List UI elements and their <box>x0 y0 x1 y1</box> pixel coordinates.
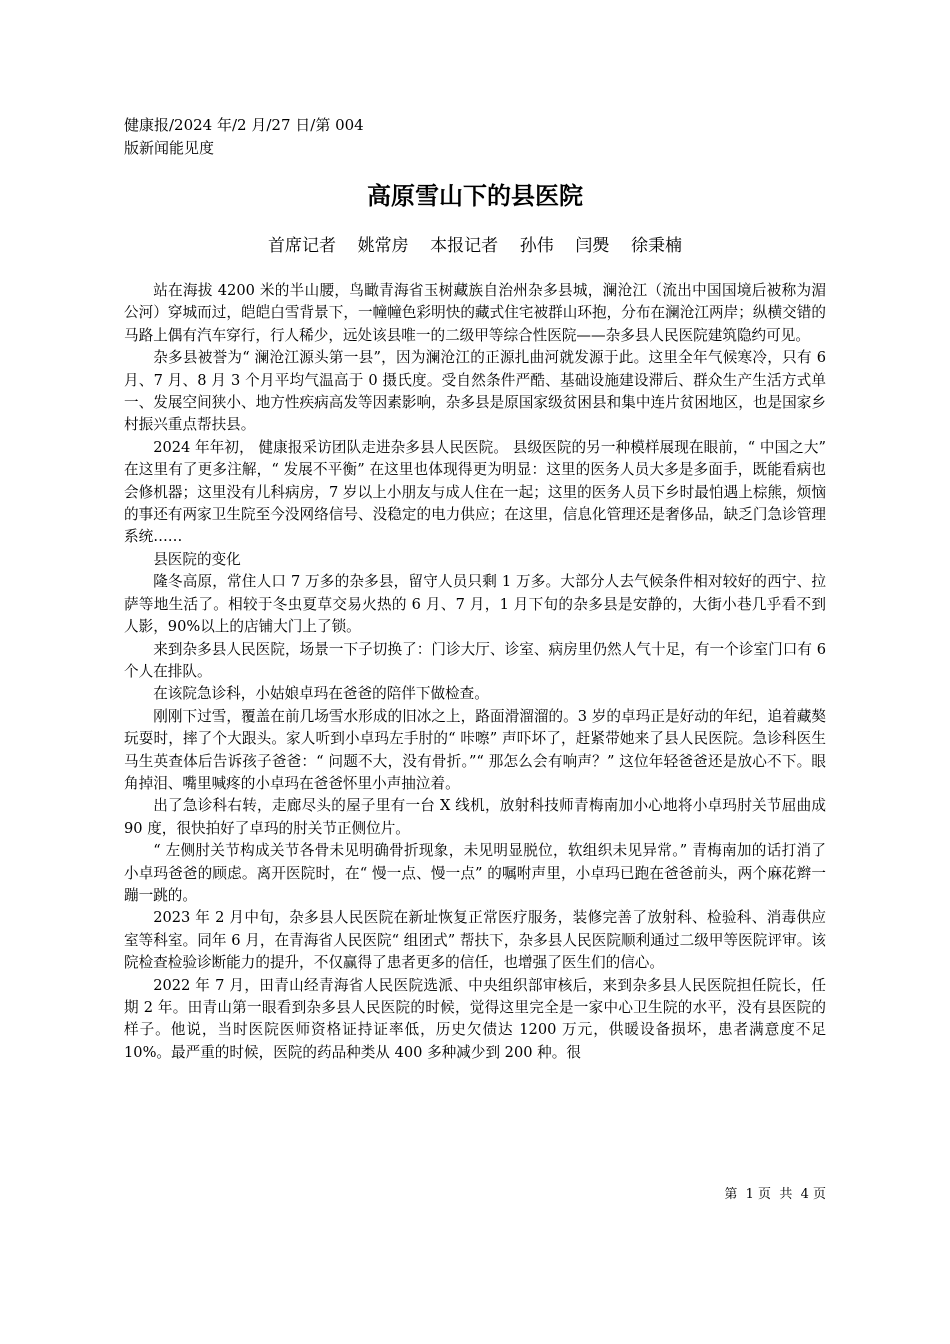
article-byline: 首席记者 姚常房 本报记者 孙伟 闫爂 徐秉楠 <box>267 236 683 256</box>
paragraph: 在该院急诊科，小姑娘卓玛在爸爸的陪伴下做检查。 <box>153 685 489 703</box>
paragraph: 2022 年 7 月，田青山经青海省人民医院选派、中央组织部审核后，来到杂多县人民医院担任院长，任期 2 年。田青山第一眼看到杂多县人民医院的时候，觉得这里完全是一家中心卫生院的水平，没有县医院的样子。他说，当时医院医师资格证持证率低，历史欠债达 1200 万元，供暖设备损坏，患者满意度不足 10%。最严重的时候，医院的药品种类从 400 多种减少到 200 种。很 <box>124 976 826 1061</box>
paragraph: 2023 年 2 月中旬，杂多县人民医院在新址恢复正常医疗服务，装修完善了放射科、检验科、消毒供应室等科室。同年 6 月，在青海省人民医院“ 组团式” 帮扶下，杂多县人民医院顺利通过二级甲等医院评审。该院检查检验诊断能力的提升，不仅赢得了患者更多的信任，也增强了医生们的信心。 <box>124 909 826 972</box>
paragraph: 站在海拔 4200 米的半山腰，鸟瞰青海省玉树藏族自治州杂多县城，澜沧江（流出中国国境后被称为湄公河）穿城而过，皑皑白雪背景下，一幢幢色彩明快的藏式住宅被群山环抱，分布在澜沧江两岸；纵横交错的马路上偶有汽车穿行，行人稀少，远处该县唯一的二级甲等综合性医院——杂多县人民医院建筑隐约可见。 <box>124 282 826 344</box>
paragraph: “ 左侧肘关节构成关节各骨未见明确骨折现象，未见明显脱位，软组织未见异常。” 青梅南加的话打消了小卓玛爸爸的顾虑。离开医院时，在“ 慢一点、慢一点” 的嘱咐声里，小卓玛已跑在爸爸前头，两个麻花辫一蹦一跳的。 <box>124 842 826 904</box>
paragraph: 杂多县被誉为“ 澜沧江源头第一县”，因为澜沧江的正源扎曲河就发源于此。这里全年气候寒冷，只有 6 月、7 月、8 月 3 个月平均气温高于 0 摄氏度。受自然条件严酷、基础设施建设滞后、群众生产生活方式单一、发展空间狭小、地方性疾病高发等因素影响，杂多县是原国家级贫困县和集中连片贫困地区，也是国家乡村振兴重点帮扶县。 <box>124 349 826 434</box>
page-number: 第 1 页 共 4 页 <box>724 1187 826 1202</box>
paragraph: 2024 年年初， 健康报采访团队走进杂多县人民医院。 县级医院的另一种模样展现在眼前，“ 中国之大” 在这里有了更多注解，“ 发展不平衡” 在这里也体现得更为明显：这里的医务人员大多是多面手，既能看病也会修机器；这里没有儿科病房，7 岁以上小朋友与成人住在一起；这里的医务人员下乡时最怕遇上棕熊，烦恼的事还有两家卫生院至今没网络信号、没稳定的电力供应；在这里，信息化管理还是奢侈品，缺乏门急诊管理系统…… <box>124 438 826 546</box>
source-line-1: 健康报/2024 年/2 月/27 日/第 004 <box>124 116 364 134</box>
paragraph: 出了急诊科右转，走廊尽头的屋子里有一台 X 线机，放射科技师青梅南加小心地将小卓玛肘关节屈曲成 90 度，很快拍好了卓玛的肘关节正侧位片。 <box>124 797 826 837</box>
source-citation <box>124 114 424 160</box>
paragraph: 隆冬高原，常住人口 7 万多的杂多县，留守人员只剩 1 万多。大部分人去气候条件相对较好的西宁、拉萨等地生活了。相较于冬虫夏草交易火热的 6 月、7 月，1 月下旬的杂多县是安静的，大街小巷几乎看不到人影，90%以上的店铺大门上了锁。 <box>124 573 826 636</box>
section-heading: 县医院的变化 <box>153 550 241 568</box>
paragraph: 刚刚下过雪，覆盖在前几场雪水形成的旧冰之上，路面滑溜溜的。3 岁的卓玛正是好动的年纪，追着藏獒玩耍时，摔了个大跟头。家人听到小卓玛左手肘的“ 咔嚓” 声吓坏了，赶紧带她来了县人民医院。急诊科医生马生英查体后告诉孩子爸爸：“ 问题不大，没有骨折。”“ 那怎么会有响声？” 这位年轻爸爸还是放心不下。眼角掉泪、嘴里喊疼的小卓玛在爸爸怀里小声抽泣着。 <box>124 707 826 792</box>
source-line-2: 版新闻能见度 <box>124 139 215 157</box>
paragraph: 来到杂多县人民医院，场景一下子切换了：门诊大厅、诊室、病房里仍然人气十足，有一个诊室门口有 6 个人在排队。 <box>124 640 826 680</box>
article-title: 高原雪山下的县医院 <box>367 181 583 210</box>
article-body <box>124 280 826 1064</box>
